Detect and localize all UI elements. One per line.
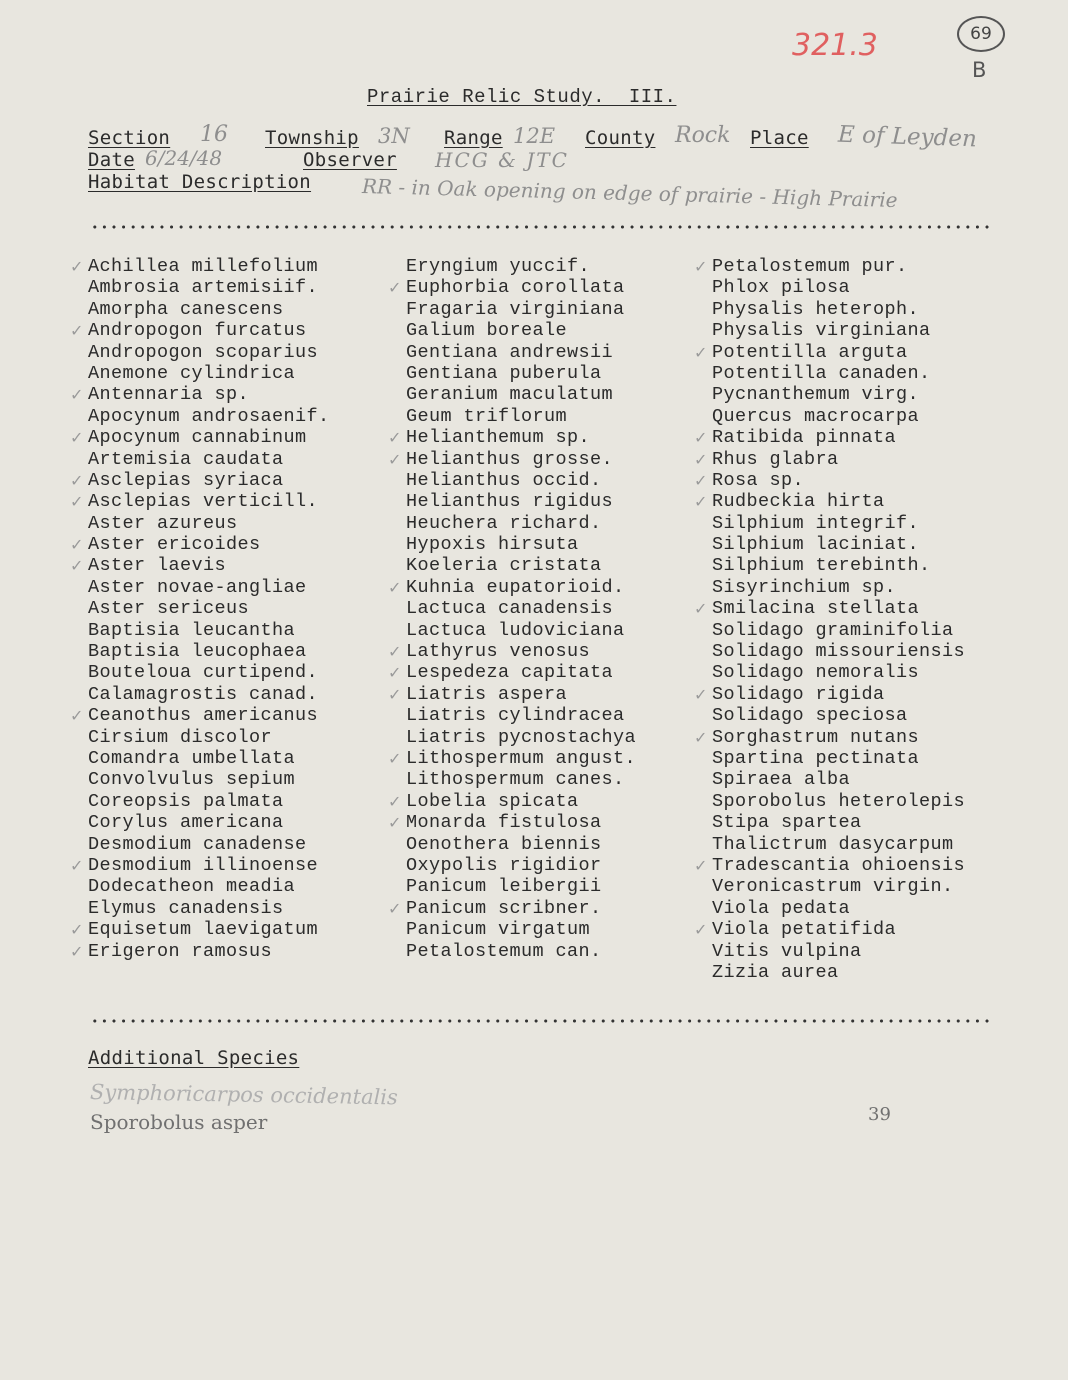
check-mark-icon: ✓: [70, 321, 84, 341]
species-name: Silphium integrif.: [712, 512, 920, 534]
species-item: [88, 812, 330, 833]
species-name: Liatris cylindracea: [406, 705, 625, 727]
species-name: Antennaria sp.: [88, 384, 250, 406]
township-value: 3N: [378, 124, 410, 148]
species-item: [88, 449, 330, 470]
species-item: [712, 769, 965, 790]
species-name: Ratibida pinnata: [712, 427, 897, 449]
species-item: [694, 726, 965, 748]
species-item: [70, 705, 330, 727]
species-item: [88, 406, 330, 427]
species-item: [694, 598, 965, 620]
species-item: [406, 299, 636, 320]
species-item: [712, 384, 965, 405]
species-item: [406, 876, 636, 897]
species-item: [88, 662, 330, 683]
species-name: Gentiana puberula: [406, 362, 602, 384]
observer-label: Observer: [303, 149, 397, 171]
species-name: Quercus macrocarpa: [712, 405, 920, 427]
species-item: [388, 790, 636, 812]
species-name: Panicum leibergii: [406, 876, 602, 898]
place-label: Place: [750, 127, 809, 149]
species-name: Coreopsis palmata: [88, 790, 284, 812]
species-name: Phlox pilosa: [712, 277, 851, 299]
species-name: Achillea millefolium: [88, 256, 319, 277]
check-mark-icon: ✓: [70, 855, 84, 875]
species-item: [88, 577, 330, 598]
species-name: Silphium laciniat.: [712, 534, 920, 556]
species-name: Koeleria cristata: [406, 555, 602, 577]
additional-species-entry: Symphoricarpos occidentalis: [89, 1080, 399, 1110]
species-item: [388, 641, 636, 663]
species-name: Lithospermum angust.: [406, 747, 637, 769]
species-name: Dodecatheon meadia: [88, 876, 296, 898]
species-name: Andropogon scoparius: [88, 341, 319, 363]
species-item: [406, 384, 636, 405]
check-mark-icon: ✓: [388, 791, 402, 811]
species-item: [388, 448, 636, 470]
species-item: [406, 406, 636, 427]
check-mark-icon: ✓: [694, 492, 708, 512]
circled-page-number: 69: [957, 16, 1005, 52]
species-name: Spartina pectinata: [712, 747, 920, 769]
species-item: [88, 748, 330, 769]
species-name: Panicum virgatum: [406, 919, 591, 941]
species-name: Viola petatifida: [712, 919, 897, 941]
species-item: [88, 769, 330, 790]
species-name: Stipa spartea: [712, 812, 862, 834]
species-item: [88, 299, 330, 320]
species-item: [712, 812, 965, 833]
species-item: [712, 620, 965, 641]
check-mark-icon: ✓: [694, 727, 708, 747]
range-label: Range: [444, 127, 503, 149]
species-name: Aster laevis: [88, 555, 227, 577]
species-name: Calamagrostis canad.: [88, 683, 319, 705]
check-mark-icon: ✓: [388, 813, 402, 833]
species-name: Liatris aspera: [406, 683, 568, 705]
species-name: Helianthus occid.: [406, 469, 602, 491]
species-name: Physalis virginiana: [712, 320, 931, 342]
species-name: Baptisia leucophaea: [88, 641, 307, 663]
species-name: Solidago rigida: [712, 683, 885, 705]
township-label: Township: [265, 127, 359, 149]
species-item: [712, 299, 965, 320]
species-item: [88, 277, 330, 298]
species-name: Thalictrum dasycarpum: [712, 833, 954, 855]
check-mark-icon: ✓: [388, 449, 402, 469]
species-name: Geum triflorum: [406, 405, 568, 427]
check-mark-icon: ✓: [694, 342, 708, 362]
species-item: [88, 513, 330, 534]
species-item: [406, 534, 636, 555]
date-label: Date: [88, 149, 135, 171]
check-mark-icon: ✓: [388, 663, 402, 683]
check-mark-icon: ✓: [694, 684, 708, 704]
species-name: Petalostemum pur.: [712, 256, 908, 277]
species-item: [406, 363, 636, 384]
species-name: Solidago nemoralis: [712, 662, 920, 684]
county-label: County: [585, 127, 656, 149]
species-item: [406, 555, 636, 576]
species-item: [712, 705, 965, 726]
check-mark-icon: ✓: [70, 470, 84, 490]
species-name: Lathyrus venosus: [406, 641, 591, 663]
species-item: [70, 534, 330, 556]
catalog-number: 321.3: [792, 28, 878, 63]
species-name: Rudbeckia hirta: [712, 491, 885, 513]
species-item: [70, 940, 330, 962]
species-item: [88, 363, 330, 384]
species-item: [712, 641, 965, 662]
additional-species-entry: Sporobolus asper: [90, 1110, 268, 1134]
species-name: Euphorbia corollata: [406, 277, 625, 299]
species-item: [406, 491, 636, 512]
species-name: Silphium terebinth.: [712, 555, 931, 577]
species-item: [388, 277, 636, 299]
species-name: Ceanothus americanus: [88, 705, 319, 727]
series-letter: B: [972, 58, 987, 82]
species-item: [712, 876, 965, 897]
species-name: Apocynum androsaenif.: [88, 405, 330, 427]
species-name: Helianthus rigidus: [406, 491, 614, 513]
species-item: [712, 534, 965, 555]
section-value: 16: [200, 122, 228, 147]
species-name: Petalostemum can.: [406, 940, 602, 962]
species-column-2: [388, 256, 637, 962]
species-name: Potentilla arguta: [712, 341, 908, 363]
habitat-label: Habitat Description: [88, 171, 312, 193]
species-name: Asclepias verticill.: [88, 491, 319, 513]
check-mark-icon: ✓: [388, 428, 402, 448]
species-name: Tradescantia ohioensis: [712, 854, 966, 876]
species-item: [712, 834, 965, 855]
check-mark-icon: ✓: [388, 898, 402, 918]
species-item: [88, 876, 330, 897]
check-mark-icon: ✓: [70, 428, 84, 448]
date-value: 6/24/48: [145, 146, 223, 170]
species-name: Aster novae-angliae: [88, 576, 307, 598]
species-name: Vitis vulpina: [712, 940, 862, 962]
species-name: Convolvulus sepium: [88, 769, 296, 791]
species-name: Oxypolis rigidior: [406, 854, 602, 876]
species-name: Oenothera biennis: [406, 833, 602, 855]
species-name: Galium boreale: [406, 320, 568, 342]
species-item: [406, 320, 636, 341]
species-item: [88, 620, 330, 641]
species-name: Monarda fistulosa: [406, 812, 602, 834]
species-name: Physalis heteroph.: [712, 298, 920, 320]
species-item: [694, 683, 965, 705]
species-name: Elymus canadensis: [88, 897, 284, 919]
species-item: [712, 555, 965, 576]
check-mark-icon: ✓: [388, 577, 402, 597]
habitat-value: RR - in Oak opening on edge of prairie - High Prairie: [361, 174, 898, 213]
species-item: [70, 256, 330, 277]
species-name: Corylus americana: [88, 812, 284, 834]
species-name: Liatris pycnostachya: [406, 726, 637, 748]
species-item: [70, 384, 330, 406]
check-mark-icon: ✓: [70, 257, 84, 276]
species-item: [388, 897, 636, 919]
species-item: [88, 898, 330, 919]
species-name: Equisetum laevigatum: [88, 919, 319, 941]
species-item: [712, 941, 965, 962]
species-item: [712, 662, 965, 683]
species-name: Aster azureus: [88, 512, 238, 534]
species-name: Helianthus grosse.: [406, 448, 614, 470]
species-name: Pycnanthemum virg.: [712, 384, 920, 406]
species-name: Apocynum cannabinum: [88, 427, 307, 449]
species-item: [694, 427, 965, 449]
dotted-divider-bottom: [90, 1019, 990, 1023]
species-name: Solidago missouriensis: [712, 641, 966, 663]
check-mark-icon: ✓: [694, 428, 708, 448]
species-name: Smilacina stellata: [712, 598, 920, 620]
species-item: [406, 727, 636, 748]
species-name: Lobelia spicata: [406, 790, 579, 812]
check-mark-icon: ✓: [70, 385, 84, 405]
species-item: [406, 705, 636, 726]
species-item: [694, 491, 965, 513]
species-name: Lithospermum canes.: [406, 769, 625, 791]
species-name: Hypoxis hirsuta: [406, 534, 579, 556]
species-name: Gentiana andrewsii: [406, 341, 614, 363]
species-item: [88, 598, 330, 619]
species-item: [406, 470, 636, 491]
species-name: Rhus glabra: [712, 448, 839, 470]
species-item: [712, 320, 965, 341]
species-name: Potentilla canaden.: [712, 362, 931, 384]
species-item: [70, 427, 330, 449]
species-item: [694, 854, 966, 876]
species-item: [70, 919, 330, 941]
check-mark-icon: ✓: [70, 920, 84, 940]
species-item: [406, 855, 636, 876]
species-item: [88, 684, 330, 705]
species-item: [88, 641, 330, 662]
check-mark-icon: ✓: [694, 855, 708, 875]
check-mark-icon: ✓: [70, 706, 84, 726]
check-mark-icon: ✓: [388, 642, 402, 662]
species-name: Anemone cylindrica: [88, 362, 296, 384]
species-name: Andropogon furcatus: [88, 320, 307, 342]
species-name: Solidago graminifolia: [712, 619, 954, 641]
species-name: Aster sericeus: [88, 598, 250, 620]
species-item: [406, 342, 636, 363]
check-mark-icon: ✓: [694, 920, 708, 940]
species-item: [88, 834, 330, 855]
check-mark-icon: ✓: [694, 257, 708, 276]
check-mark-icon: ✓: [694, 470, 708, 490]
species-name: Sorghastrum nutans: [712, 726, 920, 748]
species-item: [388, 812, 636, 834]
species-item: [694, 919, 965, 941]
species-name: Fragaria virginiana: [406, 298, 625, 320]
species-column-1: [70, 256, 330, 962]
species-name: Bouteloua curtipend.: [88, 662, 319, 684]
species-name: Eryngium yuccif.: [406, 256, 591, 277]
species-item: [406, 513, 636, 534]
species-item: [88, 791, 330, 812]
species-name: Geranium maculatum: [406, 384, 614, 406]
species-item: [406, 769, 636, 790]
species-item: [712, 962, 965, 983]
species-item: [694, 341, 965, 363]
county-value: Rock: [675, 123, 731, 148]
species-item: [388, 662, 636, 684]
check-mark-icon: ✓: [388, 278, 402, 298]
check-mark-icon: ✓: [694, 449, 708, 469]
additional-species-label: Additional Species: [88, 1047, 300, 1069]
species-item: [694, 256, 965, 277]
species-item: [388, 747, 637, 769]
species-item: [712, 791, 965, 812]
species-item: [70, 469, 330, 491]
range-value: 12E: [513, 124, 556, 148]
species-item: [712, 748, 965, 769]
species-item: [712, 363, 965, 384]
species-name: Heuchera richard.: [406, 512, 602, 534]
species-name: Desmodium canadense: [88, 833, 307, 855]
species-item: [694, 448, 965, 470]
species-name: Panicum scribner.: [406, 897, 602, 919]
species-item: [712, 577, 965, 598]
species-item: [712, 898, 965, 919]
species-item: [88, 727, 330, 748]
observer-value: HCG & JTC: [435, 148, 569, 172]
species-item: [70, 491, 330, 513]
species-item: [406, 620, 636, 641]
species-item: [712, 277, 965, 298]
species-name: Desmodium illinoense: [88, 854, 319, 876]
check-mark-icon: ✓: [70, 941, 84, 961]
species-name: Erigeron ramosus: [88, 940, 273, 962]
species-name: Sporobolus heterolepis: [712, 790, 966, 812]
check-mark-icon: ✓: [70, 556, 84, 576]
species-name: Helianthemum sp.: [406, 427, 591, 449]
species-item: [388, 683, 636, 705]
check-mark-icon: ✓: [388, 748, 402, 768]
document-title: Prairie Relic Study. III.: [367, 86, 677, 108]
species-name: Cirsium discolor: [88, 726, 273, 748]
species-name: Sisyrinchium sp.: [712, 576, 897, 598]
check-mark-icon: ✓: [694, 599, 708, 619]
species-name: Artemisia caudata: [88, 448, 284, 470]
species-name: Spiraea alba: [712, 769, 851, 791]
dotted-divider-top: [90, 225, 990, 229]
species-item: [406, 598, 636, 619]
check-mark-icon: ✓: [388, 684, 402, 704]
check-mark-icon: ✓: [70, 535, 84, 555]
species-item: [70, 854, 330, 876]
species-name: Aster ericoides: [88, 534, 261, 556]
species-name: Asclepias syriaca: [88, 469, 284, 491]
species-item: [406, 834, 636, 855]
species-item: [388, 427, 636, 449]
species-name: Comandra umbellata: [88, 747, 296, 769]
species-item: [694, 469, 965, 491]
species-name: Viola pedata: [712, 897, 851, 919]
species-name: Zizia aurea: [712, 961, 839, 983]
species-name: Ambrosia artemisiif.: [88, 277, 319, 299]
species-item: [88, 342, 330, 363]
place-value: E of Leyden: [837, 121, 978, 153]
species-name: Rosa sp.: [712, 469, 805, 491]
species-name: Lactuca canadensis: [406, 598, 614, 620]
species-count: 39: [868, 1104, 891, 1125]
species-name: Baptisia leucantha: [88, 619, 296, 641]
species-item: [406, 256, 636, 277]
species-item: [70, 555, 330, 577]
species-column-3: [694, 256, 966, 983]
check-mark-icon: ✓: [70, 492, 84, 512]
species-item: [406, 919, 636, 940]
species-name: Amorpha canescens: [88, 298, 284, 320]
species-item: [712, 406, 965, 427]
species-name: Kuhnia eupatorioid.: [406, 576, 625, 598]
species-item: [712, 513, 965, 534]
species-name: Lactuca ludoviciana: [406, 619, 625, 641]
species-name: Veronicastrum virgin.: [712, 876, 954, 898]
species-item: [406, 941, 636, 962]
species-item: [388, 576, 636, 598]
section-label: Section: [88, 127, 171, 149]
species-name: Lespedeza capitata: [406, 662, 614, 684]
species-item: [70, 320, 330, 342]
species-name: Solidago speciosa: [712, 705, 908, 727]
